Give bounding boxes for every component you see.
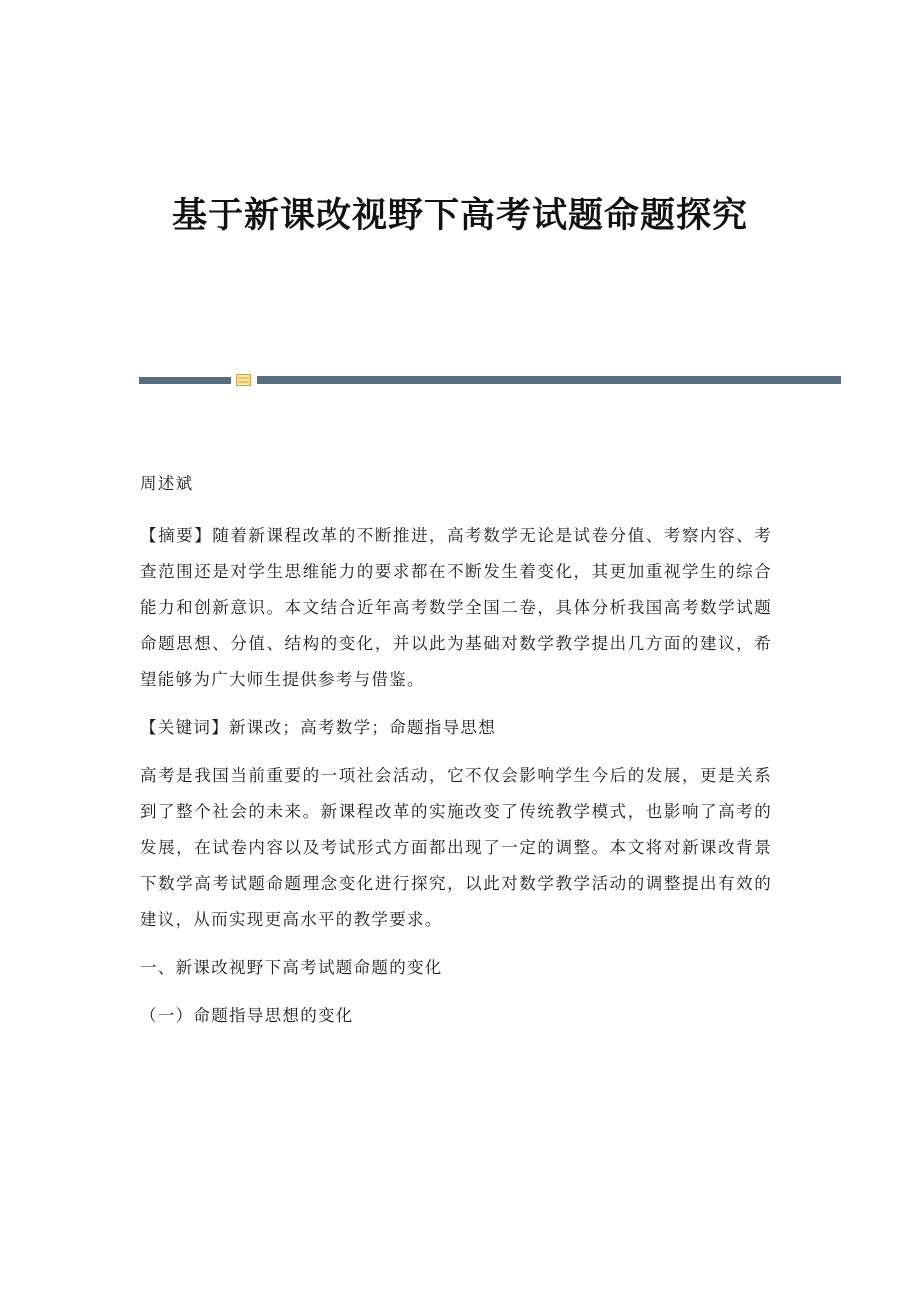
title-divider: [139, 374, 841, 386]
intro-paragraph: 高考是我国当前重要的一项社会活动，它不仅会影响学生今后的发展，更是关系到了整个社会的未来。新课程改革的实施改变了传统教学模式，也影响了高考的发展，在试卷内容以及考试形式方面都出现了一定的调整。本文将对新课改背景下数学高考试题命题理念变化进行探究，以此对数学教学活动的调整提出有效的建议，从而实现更高水平的教学要求。: [140, 766, 772, 929]
document-body: [140, 466, 772, 1034]
subsection-heading: （一）命题指导思想的变化: [140, 1006, 354, 1025]
keywords-line: 【关键词】新课改；高考数学；命题指导思想: [140, 718, 496, 737]
divider-ornament-icon: [236, 374, 251, 386]
abstract-paragraph: 【摘要】随着新课程改革的不断推进，高考数学无论是试卷分值、考察内容、考查范围还是对学生思维能力的要求都在不断发生着变化，其更加重视学生的综合能力和创新意识。本文结合近年高考数学全国二卷，具体分析我国高考数学试题命题思想、分值、结构的变化，并以此为基础对数学教学提出几方面的建议，希望能够为广大师生提供参考与借鉴。: [140, 526, 772, 689]
document-title: 基于新课改视野下高考试题命题探究: [171, 195, 748, 236]
author-name: 周述斌: [140, 474, 194, 493]
divider-bar-right: [257, 376, 841, 384]
divider-bar-left: [139, 377, 231, 384]
section-heading: 一、新课改视野下高考试题命题的变化: [140, 958, 443, 977]
